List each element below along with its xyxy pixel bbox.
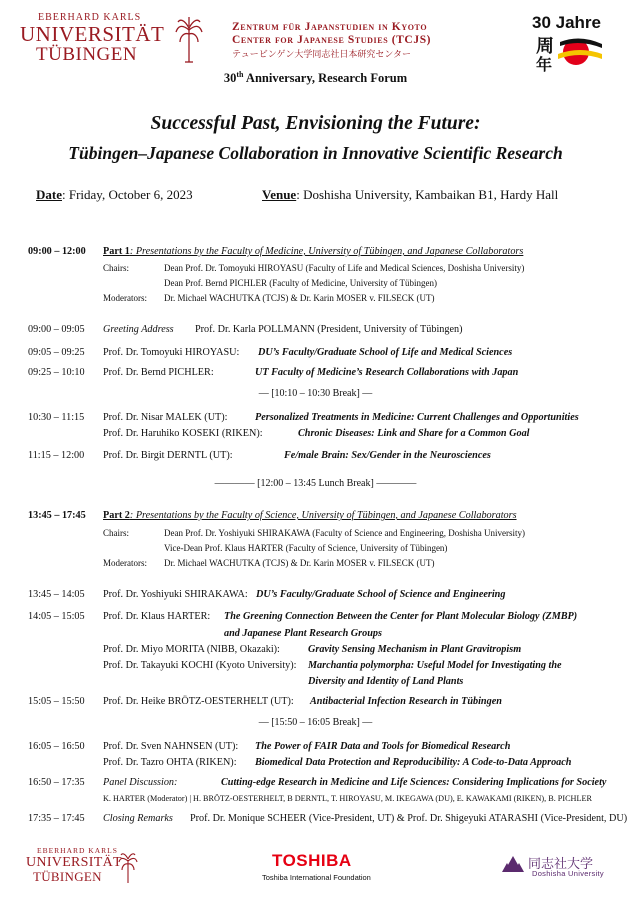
uni-name-line2: UNIVERSITÄT [20, 22, 165, 46]
break-2: — [15:50 – 16:05 Break] — [258, 717, 373, 728]
tcjs-name-de: Zentrum für Japanstudien in Kyoto [232, 21, 428, 33]
doshisha-name-jp: 同志社大学 [528, 857, 594, 872]
anniversary-kanji-shuu: 周 [536, 36, 554, 57]
footer-palm-crest-icon [118, 850, 138, 884]
tcjs-name-jp: テュービンゲン大学同志社日本研究センター [232, 50, 412, 60]
uni-name-line3: TÜBINGEN [36, 44, 138, 65]
page-title: Successful Past, Envisioning the Future: [150, 113, 481, 134]
toshiba-logo: TOSHIBA [272, 851, 352, 870]
doshisha-name-en: Doshisha University [532, 869, 604, 878]
doshisha-emblem-icon [502, 854, 524, 876]
event-date: Date: Friday, October 6, 2023 [36, 187, 193, 202]
forum-subtitle: 30th Anniversary, Research Forum [223, 70, 408, 86]
event-venue: Venue: Doshisha University, Kambaikan B1, Hardy Hall [262, 187, 559, 202]
break-1: — [10:10 – 10:30 Break] — [258, 388, 373, 399]
page-subtitle: Tübingen–Japanese Collaboration in Innovative Scientific Research [68, 143, 563, 163]
footer-uni-line1: EBERHARD KARLS [37, 846, 118, 855]
anniversary-kanji-nen: 年 [536, 55, 553, 74]
anniversary-30-jahre: 30 Jahre [532, 13, 601, 32]
toshiba-foundation: Toshiba International Foundation [262, 873, 371, 882]
lunch-break: ———— [12:00 – 13:45 Lunch Break] ———— [214, 478, 417, 489]
footer-uni-line2: UNIVERSITÄT [26, 855, 122, 870]
footer-uni-line3: TÜBINGEN [33, 869, 102, 884]
palm-tree-crest-icon [174, 14, 204, 64]
tcjs-name-en: Center for Japanese Studies (TCJS) [232, 34, 432, 46]
uni-name-line1: EBERHARD KARLS [38, 12, 142, 23]
anniversary-circle-flag-icon [556, 34, 604, 68]
